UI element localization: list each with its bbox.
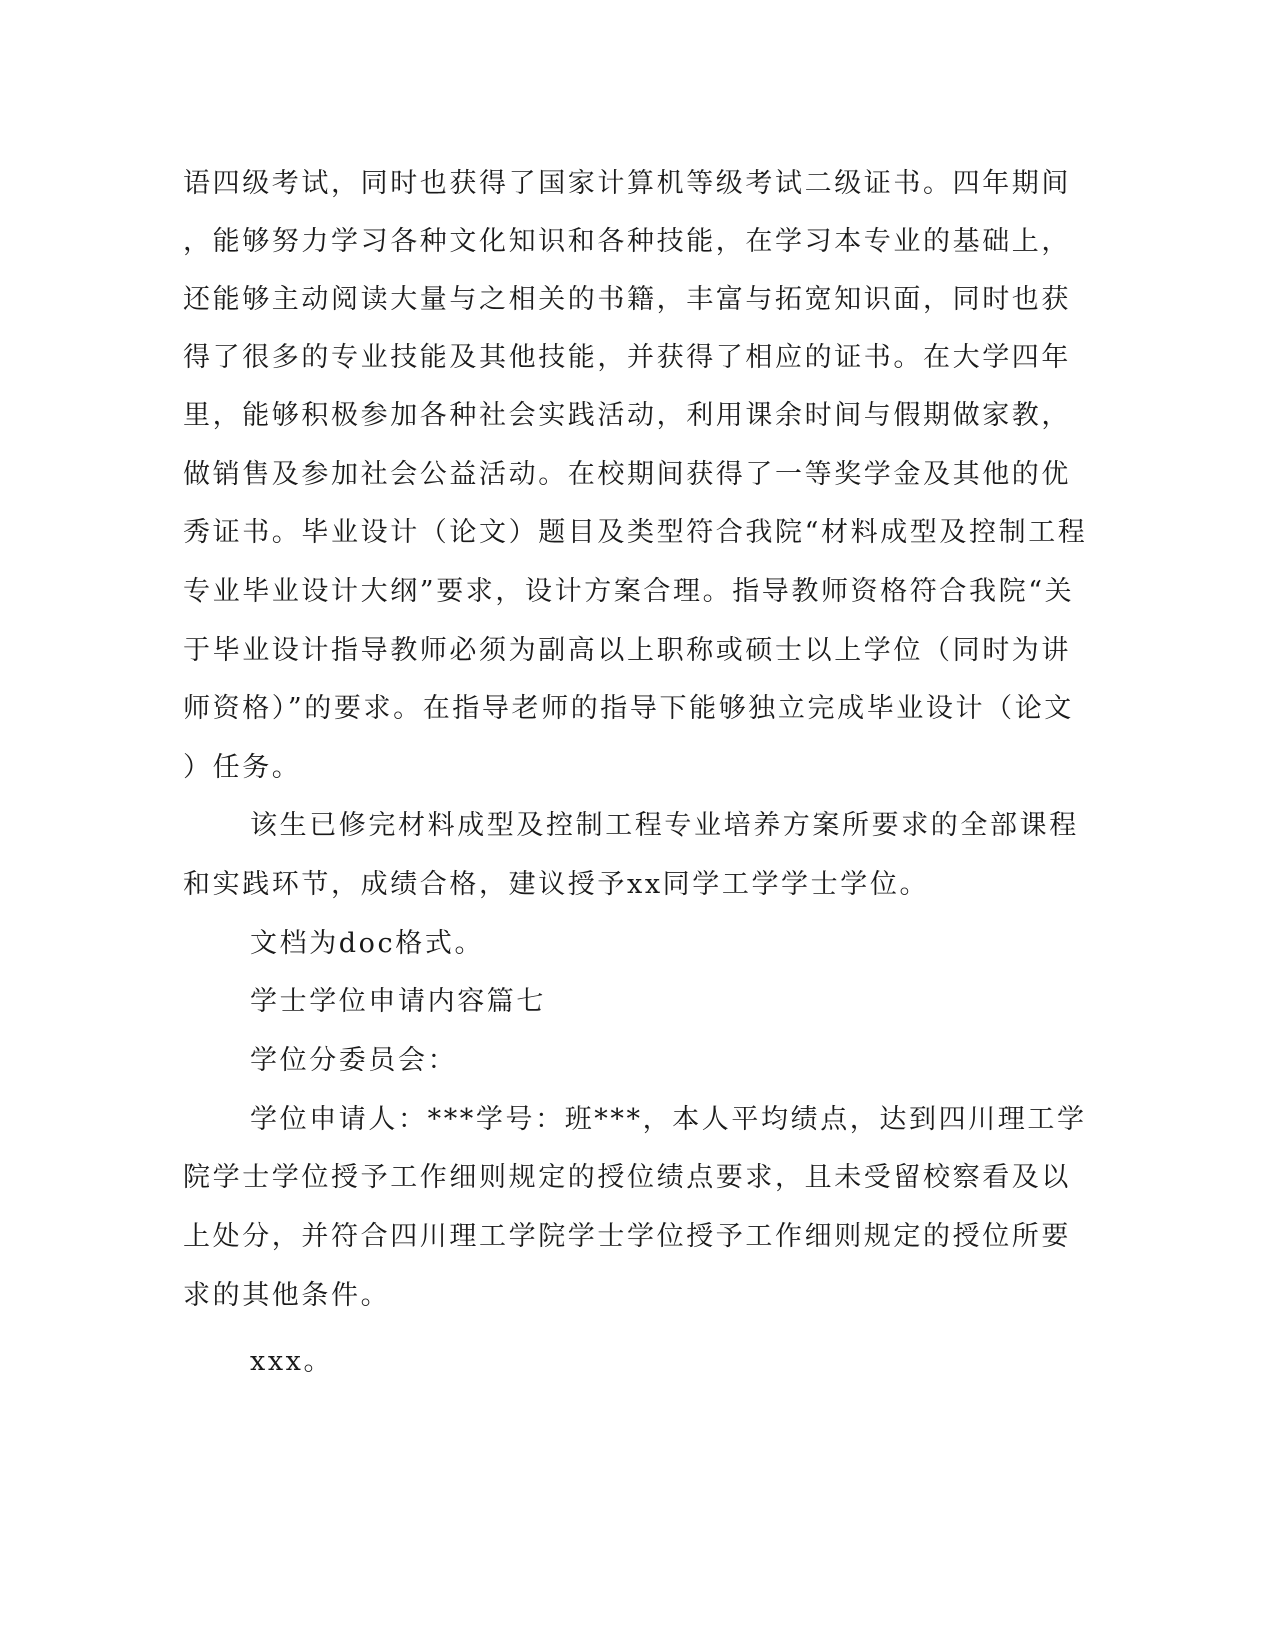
- format-note: 文档为doc格式。: [250, 928, 485, 959]
- paragraph-2-line-1: 该生已修完材料成型及控制工程专业培养方案所要求的全部课程: [250, 810, 1079, 841]
- paragraph-2-line-2: 和实践环节，成绩合格，建议授予xx同学工学学士学位。: [183, 869, 930, 900]
- paragraph-1-line-5: 里，能够积极参加各种社会实践活动，利用课余时间与假期做家教，: [183, 400, 1071, 431]
- signature: xxx。: [250, 1346, 334, 1377]
- paragraph-1-line-9: 于毕业设计指导教师必须为副高以上职称或硕士以上学位（同时为讲: [183, 635, 1071, 666]
- salutation: 学位分委员会：: [250, 1045, 458, 1076]
- paragraph-1-line-6: 做销售及参加社会公益活动。在校期间获得了一等奖学金及其他的优: [183, 459, 1071, 490]
- paragraph-1-line-10: 师资格）”的要求。在指导老师的指导下能够独立完成毕业设计（论文: [183, 693, 1074, 724]
- paragraph-1-line-8: 专业毕业设计大纲”要求，设计方案合理。指导教师资格符合我院“关: [183, 576, 1075, 607]
- paragraph-3-line-4: 求的其他条件。: [183, 1280, 391, 1311]
- paragraph-1-line-11: ）任务。: [183, 752, 302, 783]
- paragraph-3-line-1: 学位申请人：***学号：班***，本人平均绩点，达到四川理工学: [250, 1104, 1087, 1135]
- paragraph-3-line-2: 院学士学位授予工作细则规定的授位绩点要求，且未受留校察看及以: [183, 1162, 1071, 1193]
- paragraph-3-line-3: 上处分，并符合四川理工学院学士学位授予工作细则规定的授位所要: [183, 1221, 1071, 1252]
- paragraph-1-line-4: 得了很多的专业技能及其他技能，并获得了相应的证书。在大学四年: [183, 342, 1071, 373]
- paragraph-1-line-7: 秀证书。毕业设计（论文）题目及类型符合我院“材料成型及控制工程: [183, 517, 1088, 548]
- paragraph-1-line-3: 还能够主动阅读大量与之相关的书籍，丰富与拓宽知识面，同时也获: [183, 284, 1071, 315]
- section-title: 学士学位申请内容篇七: [250, 986, 546, 1017]
- paragraph-1-line-2: ，能够努力学习各种文化知识和各种技能，在学习本专业的基础上，: [183, 226, 1071, 257]
- paragraph-1-line-1: 语四级考试，同时也获得了国家计算机等级考试二级证书。四年期间: [183, 168, 1071, 199]
